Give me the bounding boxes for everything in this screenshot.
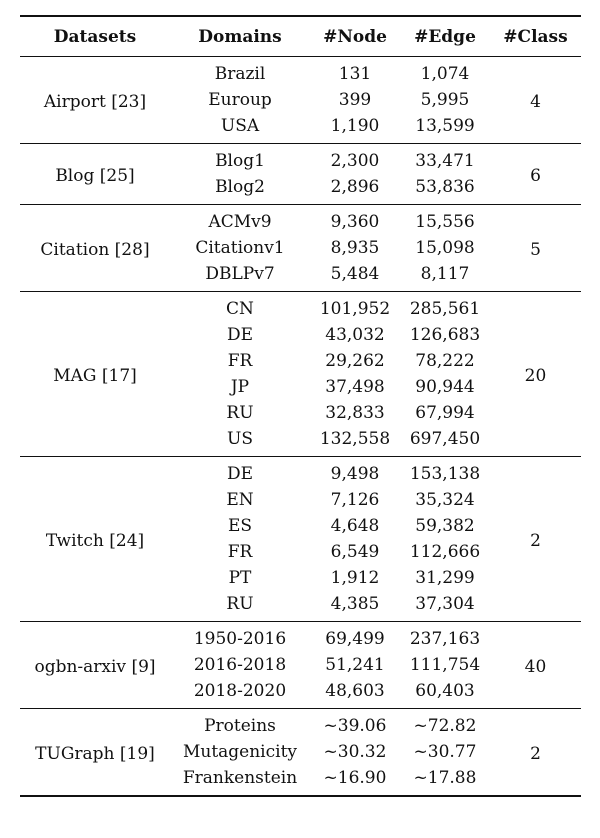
- edge-count-cell: 53,836: [415, 177, 475, 197]
- node-count-cell: 37,498: [325, 377, 385, 397]
- node-count-cell: 4,385: [330, 594, 380, 614]
- table-row: [20, 292, 581, 323]
- dataset-name-cell: Airport [23]: [43, 92, 147, 112]
- dataset-group: [20, 709, 581, 797]
- edge-count-cell: ~17.88: [413, 768, 477, 788]
- domain-cell: FR: [227, 351, 253, 371]
- domain-cell: EN: [226, 490, 254, 510]
- header-node: #Node: [323, 26, 387, 47]
- node-count-cell: 2,300: [330, 151, 380, 171]
- node-count-cell: 1,912: [330, 568, 380, 588]
- node-count-cell: 5,484: [330, 264, 380, 284]
- node-count-cell: 7,126: [330, 490, 380, 510]
- table-row: [20, 622, 581, 653]
- edge-count-cell: 111,754: [409, 655, 481, 675]
- dataset-group: [20, 57, 581, 144]
- header-domains: Domains: [198, 26, 282, 47]
- header-edge: #Edge: [414, 26, 476, 47]
- edge-count-cell: 15,098: [415, 238, 475, 258]
- node-count-cell: 6,549: [330, 542, 380, 562]
- domain-cell: USA: [220, 116, 260, 136]
- domain-cell: Mutagenicity: [182, 742, 298, 762]
- node-count-cell: 4,648: [330, 516, 380, 536]
- class-count-cell: 5: [530, 240, 541, 260]
- domain-cell: 2018-2020: [193, 681, 287, 701]
- edge-count-cell: 31,299: [415, 568, 475, 588]
- domain-cell: RU: [226, 594, 254, 614]
- domain-cell: 1950-2016: [193, 629, 287, 649]
- edge-count-cell: 78,222: [415, 351, 475, 371]
- class-count-cell: 2: [530, 744, 541, 764]
- table-row: [20, 144, 581, 175]
- domain-cell: RU: [226, 403, 254, 423]
- edge-count-cell: 1,074: [420, 64, 470, 84]
- domain-cell: DE: [226, 325, 254, 345]
- edge-count-cell: 15,556: [415, 212, 475, 232]
- domain-cell: CN: [226, 299, 254, 319]
- edge-count-cell: 13,599: [415, 116, 475, 136]
- edge-count-cell: 285,561: [409, 299, 481, 319]
- node-count-cell: ~16.90: [323, 768, 387, 788]
- node-count-cell: 32,833: [325, 403, 385, 423]
- domain-cell: DE: [226, 464, 254, 484]
- table-row: [20, 57, 581, 88]
- dataset-name-cell: Citation [28]: [40, 240, 150, 260]
- edge-count-cell: 126,683: [409, 325, 481, 345]
- dataset-group: [20, 292, 581, 457]
- class-count-cell: 20: [524, 366, 547, 386]
- node-count-cell: 43,032: [325, 325, 385, 345]
- edge-count-cell: 5,995: [420, 90, 470, 110]
- domain-cell: Blog1: [215, 151, 265, 171]
- table-row: [20, 457, 581, 488]
- dataset-group: [20, 144, 581, 205]
- dataset-name-cell: ogbn-arxiv [9]: [34, 657, 156, 677]
- edge-count-cell: 237,163: [409, 629, 481, 649]
- domain-cell: DBLPv7: [205, 264, 275, 284]
- node-count-cell: ~39.06: [323, 716, 387, 736]
- edge-count-cell: 112,666: [409, 542, 481, 562]
- edge-count-cell: 37,304: [415, 594, 475, 614]
- class-count-cell: 2: [530, 531, 541, 551]
- edge-count-cell: 8,117: [420, 264, 470, 284]
- header-datasets: Datasets: [53, 26, 137, 47]
- domain-cell: Citationv1: [195, 238, 285, 258]
- domain-cell: ACMv9: [208, 212, 272, 232]
- header-row: [20, 16, 581, 57]
- node-count-cell: 8,935: [330, 238, 380, 258]
- dataset-group: [20, 622, 581, 709]
- domain-cell: US: [227, 429, 253, 449]
- header-class: #Class: [503, 26, 568, 47]
- dataset-statistics-table: [20, 15, 581, 797]
- node-count-cell: 69,499: [325, 629, 385, 649]
- table-row: [20, 709, 581, 740]
- node-count-cell: 29,262: [325, 351, 385, 371]
- node-count-cell: 9,360: [330, 212, 380, 232]
- node-count-cell: 101,952: [319, 299, 391, 319]
- domain-cell: FR: [227, 542, 253, 562]
- domain-cell: PT: [228, 568, 252, 588]
- class-count-cell: 6: [530, 166, 541, 186]
- node-count-cell: 1,190: [330, 116, 380, 136]
- node-count-cell: 9,498: [330, 464, 380, 484]
- table-header: [20, 16, 581, 57]
- domain-cell: JP: [230, 377, 250, 397]
- dataset-name-cell: Blog [25]: [55, 166, 135, 186]
- edge-count-cell: 35,324: [415, 490, 475, 510]
- edge-count-cell: 60,403: [415, 681, 475, 701]
- dataset-group: [20, 205, 581, 292]
- node-count-cell: 399: [338, 90, 372, 110]
- edge-count-cell: 67,994: [415, 403, 475, 423]
- domain-cell: Brazil: [214, 64, 266, 84]
- edge-count-cell: 153,138: [409, 464, 481, 484]
- edge-count-cell: 90,944: [415, 377, 475, 397]
- edge-count-cell: 59,382: [415, 516, 475, 536]
- edge-count-cell: ~72.82: [413, 716, 477, 736]
- edge-count-cell: 33,471: [415, 151, 475, 171]
- dataset-name-cell: MAG [17]: [53, 366, 137, 386]
- domain-cell: Frankenstein: [182, 768, 298, 788]
- edge-count-cell: 697,450: [409, 429, 481, 449]
- domain-cell: ES: [227, 516, 253, 536]
- table-row: [20, 205, 581, 236]
- node-count-cell: 48,603: [325, 681, 385, 701]
- node-count-cell: ~30.32: [323, 742, 387, 762]
- class-count-cell: 40: [524, 657, 547, 677]
- node-count-cell: 132,558: [319, 429, 391, 449]
- node-count-cell: 2,896: [330, 177, 380, 197]
- class-count-cell: 4: [530, 92, 541, 112]
- dataset-group: [20, 457, 581, 622]
- domain-cell: Blog2: [215, 177, 265, 197]
- dataset-name-cell: TUGraph [19]: [35, 744, 155, 764]
- node-count-cell: 51,241: [325, 655, 385, 675]
- domain-cell: Euroup: [208, 90, 272, 110]
- domain-cell: Proteins: [204, 716, 276, 736]
- dataset-name-cell: Twitch [24]: [45, 531, 145, 551]
- node-count-cell: 131: [338, 64, 372, 84]
- domain-cell: 2016-2018: [193, 655, 287, 675]
- edge-count-cell: ~30.77: [413, 742, 477, 762]
